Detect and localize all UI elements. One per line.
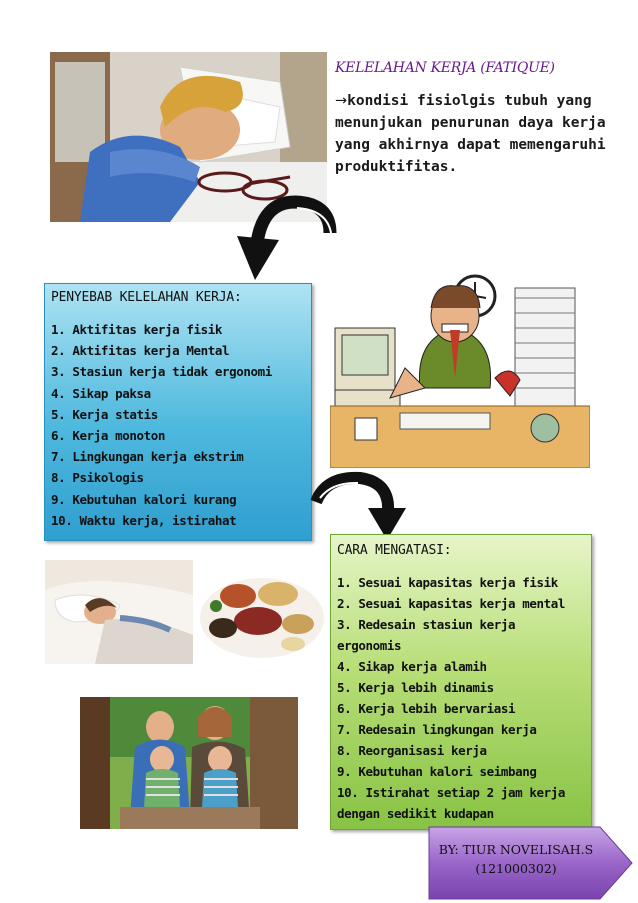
curved-arrow-icon	[235, 188, 345, 288]
list-item: 5. Kerja statis	[51, 406, 158, 422]
definition-text	[335, 90, 625, 178]
food-photo	[198, 566, 326, 662]
list-item: 3. Stasiun kerja tidak ergonomi	[51, 364, 272, 380]
list-item: 4. Sikap paksa	[51, 385, 151, 401]
solutions-list	[337, 572, 585, 824]
solutions-panel	[330, 534, 592, 830]
arrow-glyph: →	[335, 93, 348, 109]
list-item: 6. Kerja lebih bervariasi	[337, 701, 516, 716]
document-title: KELELAHAN KERJA (FATIQUE)	[335, 60, 555, 76]
stressed-worker-cartoon	[330, 268, 590, 468]
author-badge	[428, 826, 634, 900]
list-item: 5. Kerja lebih dinamis	[337, 680, 494, 695]
list-item: 8. Reorganisasi kerja	[337, 743, 487, 758]
causes-panel	[44, 283, 312, 541]
author-id: (121000302)	[475, 861, 557, 876]
list-item: 9. Kebutuhan kalori kurang	[51, 491, 237, 507]
list-item: 9. Kebutuhan kalori seimbang	[337, 764, 537, 779]
list-item: 6. Kerja monoton	[51, 428, 166, 444]
list-item: 10. Istirahat setiap 2 jam kerja dengan sedikit kudapan	[337, 785, 566, 821]
curved-arrow-icon	[308, 470, 408, 542]
list-item: 7. Lingkungan kerja ekstrim	[51, 449, 244, 465]
list-item: 10. Waktu kerja, istirahat	[51, 512, 237, 528]
list-item: 2. Aktifitas kerja Mental	[51, 343, 230, 359]
solutions-heading: CARA MENGATASI:	[337, 543, 452, 558]
title-block	[335, 60, 625, 178]
causes-list	[51, 319, 305, 531]
list-item: 7. Redesain lingkungan kerja	[337, 722, 537, 737]
list-item: 1. Aktifitas kerja fisik	[51, 322, 223, 337]
author-text	[428, 840, 604, 878]
list-item: 4. Sikap kerja alamih	[337, 659, 487, 674]
sleeping-photo	[45, 560, 193, 664]
family-photo	[80, 697, 298, 829]
author-name: BY: TIUR NOVELISAH.S	[438, 842, 594, 857]
list-item: 2. Sesuai kapasitas kerja mental	[337, 596, 566, 611]
list-item: 3. Redesain stasiun kerja ergonomis	[337, 617, 516, 653]
causes-heading: PENYEBAB KELELAHAN KERJA:	[51, 290, 242, 305]
list-item: 1. Sesuai kapasitas kerja fisik	[337, 575, 558, 590]
definition-body: kondisi fisiolgis tubuh yang menunjukan penurunan daya kerja yang akhirnya dapat memengaruhi produktifitas.	[335, 93, 606, 175]
list-item: 8. Psikologis	[51, 470, 144, 486]
